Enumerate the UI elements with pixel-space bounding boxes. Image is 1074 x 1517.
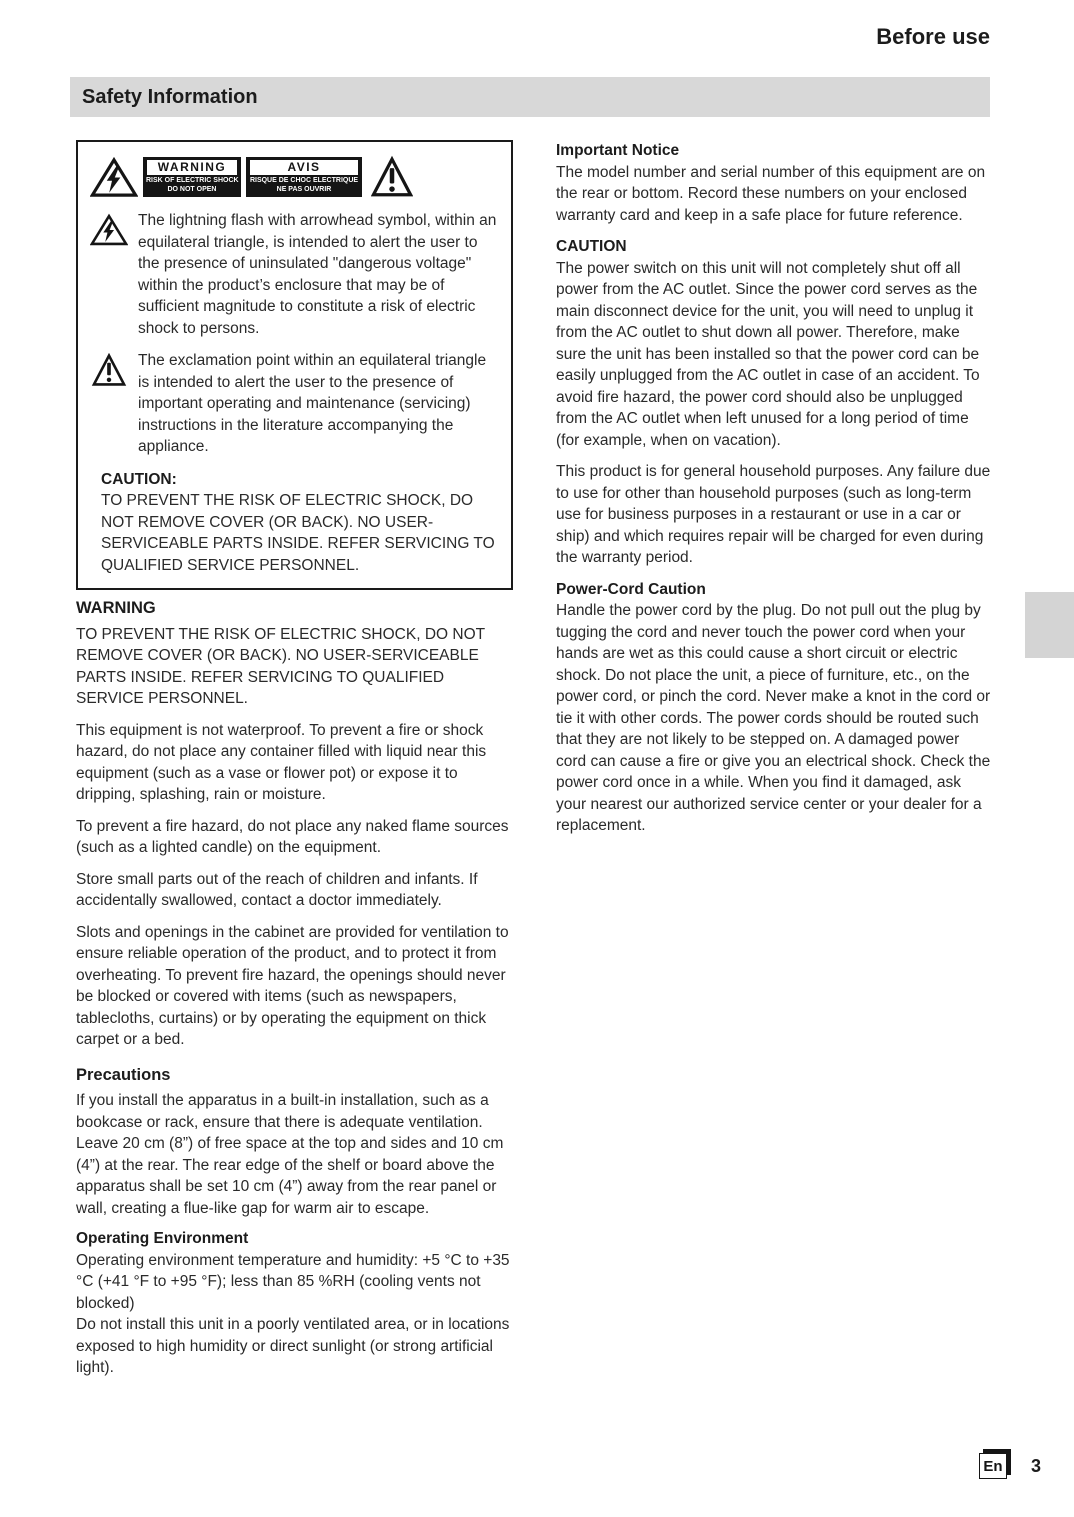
avis-label-line1: RISQUE DE CHOC ELECTRIQUE (249, 177, 359, 184)
operating-environment-paragraph: Operating environment temperature and humidity: +5 °C to +35 °C (+41 °F to +95 °F); less than 85 %RH (cooling vents not blocked) (76, 1251, 510, 1312)
warning-label-title: WARNING (146, 159, 238, 176)
avis-label-line2: NE PAS OUVRIR (276, 185, 332, 193)
warning-section-text: TO PREVENT THE RISK OF ELECTRIC SHOCK, DO NOT REMOVE COVER (OR BACK). NO USER-SERVICEABLE PARTS INSIDE. REFER SERVICING TO QUALIFIED SERVICE PERSONNEL. (76, 625, 485, 707)
caution-heading: CAUTION (556, 238, 627, 255)
power-cord-caution-text: Handle the power cord by the plug. Do not pull out the plug by tugging the cord and never touch the power cord when your hands are wet as this could cause a short circuit or electric shock. Do not place the unit, a piece of furniture, etc., on the power cord, or pinch the cord. Never make a knot in the cord or tie it with other cords. The power cords should be routed such that they are not likely to be stepped on. A damaged power cord can cause a fire or give you an electrical shock. Check the power cord once in a while. When you find it damaged, ask your nearest our authorized service center or your dealer for a replacement. (556, 602, 991, 834)
section-edge-tab (1025, 592, 1074, 658)
important-notice-heading: Important Notice (556, 142, 680, 159)
exclamation-explanation-text: The exclamation point within an equilateral triangle is intended to alert the user to the presence of important operating and maintenance (servicing) instructions in the literature accompanying the appliance. (138, 352, 487, 455)
lightning-triangle-icon (90, 213, 128, 247)
language-badge-box (979, 1453, 1007, 1479)
box-caution (90, 469, 501, 577)
warning-box-header (90, 154, 501, 200)
operating-environment-heading: Operating Environment (76, 1230, 249, 1247)
lightning-explanation-text: The lightning flash with arrowhead symbol, within an equilateral triangle, is intended to alert the user to the presence of uninsulated "dangerous voltage" within the product’s enclosure that may be of sufficient magnitude to constitute a risk of electric shock to persons. (138, 212, 497, 337)
section-title: Safety Information (82, 86, 258, 108)
body-paragraph: This equipment is not waterproof. To prevent a fire or shock hazard, do not place any container filled with liquid near this equipment (such as a vase or flower pot) or expose it to dripping, splashing, rain or moisture. (76, 721, 487, 803)
page-number: 3 (1031, 1456, 1042, 1476)
caution-text: The power switch on this unit will not completely shut off all power from the AC outlet. Since the power cord serves as the main disconnect device for the unit, you will need to unplug it from the AC outlet to shut down all power. Therefore, make sure the unit has been installed so that the power cord can be easily unplugged from the AC outlet in case of an accident. To avoid fire hazard, the power cord should also be unplugged from the AC outlet when left unused for a long period of time (for example, when on vacation). (556, 259, 980, 449)
page-header-title: Before use (876, 24, 990, 49)
warning-label-line1: RISK OF ELECTRIC SHOCK (146, 177, 239, 184)
section-title-bar (70, 77, 990, 117)
warning-label (143, 157, 241, 197)
lightning-explanation (90, 210, 501, 339)
power-cord-caution-heading: Power-Cord Caution (556, 580, 706, 598)
language-badge (979, 1453, 1011, 1483)
precautions-paragraph: If you install the apparatus in a built-in installation, such as a bookcase or rack, ensure that there is adequate ventilation. (76, 1092, 489, 1131)
right-column (556, 140, 992, 847)
left-column (76, 140, 516, 1379)
body-paragraph: Store small parts out of the reach of children and infants. If accidentally swallowed, contact a doctor immediately. (76, 870, 478, 909)
warning-section-heading: WARNING (76, 599, 156, 617)
household-purposes-text: This product is for general household purposes. Any failure due to use for other than household purposes (such as long-term use for business purposes in a restaurant or use in a car or ship) and which requires repair will be charged for even during the warranty period. (556, 463, 991, 566)
operating-environment-paragraph: Do not install this unit in a poorly ventilated area, or in locations exposed to high humidity or direct sunlight (or strong artificial light). (76, 1316, 510, 1376)
box-caution-heading: CAUTION: (101, 470, 177, 488)
lightning-triangle-icon (90, 156, 138, 199)
important-notice-text: The model number and serial number of this equipment are on the rear or bottom. Record these numbers on your enclosed warranty card and keep in a safe place for future reference. (556, 163, 986, 224)
exclamation-triangle-icon (371, 154, 413, 200)
box-caution-text: TO PREVENT THE RISK OF ELECTRIC SHOCK, DO NOT REMOVE COVER (OR BACK). NO USER-SERVICEABLE PARTS INSIDE. REFER SERVICING TO QUALIFIED SERVICE PERSONNEL. (101, 492, 495, 574)
safety-warning-box (76, 140, 513, 590)
warning-label-line2: DO NOT OPEN (167, 185, 217, 193)
precautions-paragraph: Leave 20 cm (8”) of free space at the top and sides and 10 cm (4”) at the rear. The rear edge of the shelf or board above the apparatus shall be set 10 cm (4”) away from the rear panel or wall, creating a flue-like gap for warm air to escape. (76, 1135, 504, 1217)
language-badge-text: En (983, 1457, 1003, 1475)
body-paragraph: To prevent a fire hazard, do not place any naked flame sources (such as a lighted candle) on the equipment. (76, 817, 509, 856)
avis-label-title: AVIS (249, 159, 359, 176)
body-paragraph: Slots and openings in the cabinet are provided for ventilation to ensure reliable operation of the product, and to protect it from overheating. To prevent fire hazard, the openings should never be blocked or covered with items (such as newspapers, tablecloths, curtains) or by operating the equipment on thick carpet or a bed. (76, 923, 509, 1048)
exclamation-explanation (90, 350, 501, 458)
avis-label (246, 157, 362, 197)
precautions-heading: Precautions (76, 1065, 171, 1084)
exclamation-triangle-icon (90, 353, 128, 387)
